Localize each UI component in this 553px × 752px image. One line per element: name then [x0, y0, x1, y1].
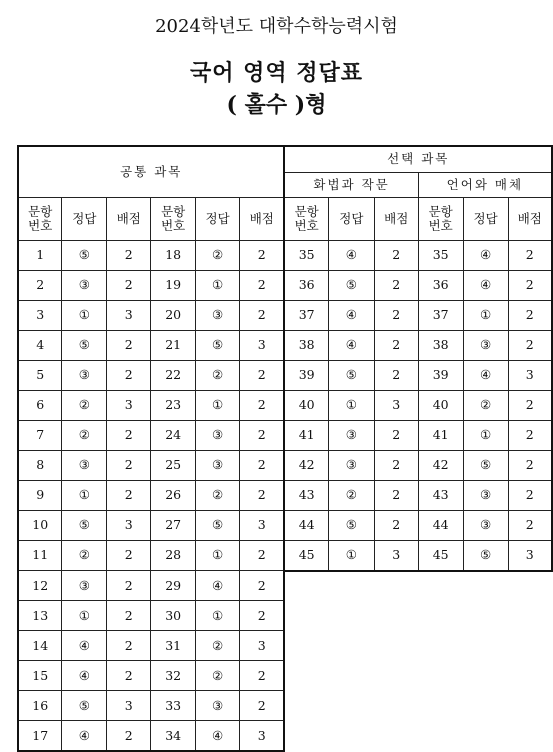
language-media-points-cell: 2 — [508, 390, 552, 420]
points-header: 배점 — [374, 197, 418, 240]
language-media-question-number-cell: 44 — [418, 510, 463, 540]
common-points-cell: 2 — [240, 661, 285, 691]
common-points-cell: 3 — [240, 330, 285, 360]
speech-writing-question-number-cell: 43 — [284, 480, 328, 510]
table-row — [18, 390, 552, 420]
language-media-answer-cell: ③ — [463, 510, 508, 540]
language-media-answer-cell: ⑤ — [463, 450, 508, 480]
table-row — [18, 571, 552, 601]
common-question-number-cell: 30 — [151, 601, 196, 631]
language-media-question-number-cell: 39 — [418, 360, 463, 390]
common-points-cell: 2 — [240, 300, 285, 330]
speech-writing-points-cell: 2 — [374, 270, 418, 300]
language-media-points-cell: 2 — [508, 420, 552, 450]
points-header: 배점 — [240, 197, 285, 240]
common-answer-cell: ⑤ — [62, 330, 107, 360]
common-question-number-cell: 5 — [18, 360, 62, 390]
common-answer-cell: ④ — [62, 631, 107, 661]
speech-writing-answer-cell: ① — [328, 540, 374, 571]
language-media-points-cell: 3 — [508, 360, 552, 390]
common-question-number-cell: 24 — [151, 420, 196, 450]
speech-writing-points-cell: 2 — [374, 360, 418, 390]
common-answer-cell: ② — [196, 631, 240, 661]
table-row — [18, 300, 552, 330]
common-question-number-cell: 27 — [151, 510, 196, 540]
speech-writing-answer-cell: ② — [328, 480, 374, 510]
language-media-answer-cell: ② — [463, 390, 508, 420]
common-question-number-cell: 33 — [151, 691, 196, 721]
points-header: 배점 — [508, 197, 552, 240]
speech-writing-question-number-cell: 45 — [284, 540, 328, 571]
common-answer-cell: ③ — [196, 691, 240, 721]
common-points-cell: 2 — [240, 390, 285, 420]
language-media-question-number-cell: 36 — [418, 270, 463, 300]
question-number-header-line2: 번호 — [161, 217, 186, 233]
question-number-header — [284, 197, 328, 240]
common-question-number-cell: 32 — [151, 661, 196, 691]
common-answer-cell: ③ — [62, 270, 107, 300]
common-points-cell: 2 — [240, 240, 285, 270]
empty-area — [284, 571, 552, 601]
language-media-answer-cell: ③ — [463, 480, 508, 510]
speech-writing-question-number-cell: 36 — [284, 270, 328, 300]
common-points-cell: 3 — [240, 510, 285, 540]
answer-table — [17, 145, 553, 752]
question-number-header — [418, 197, 463, 240]
language-media-question-number-cell: 35 — [418, 240, 463, 270]
question-number-header-line2: 번호 — [28, 217, 53, 233]
language-media-answer-cell: ① — [463, 420, 508, 450]
table-row — [18, 510, 552, 540]
language-media-points-cell: 2 — [508, 270, 552, 300]
speech-writing-question-number-cell: 39 — [284, 360, 328, 390]
empty-area — [284, 601, 552, 631]
language-media-header: 언어와 매체 — [418, 172, 552, 197]
common-answer-cell: ① — [196, 270, 240, 300]
common-question-number-cell: 18 — [151, 240, 196, 270]
common-question-number-cell: 3 — [18, 300, 62, 330]
speech-writing-answer-cell: ③ — [328, 420, 374, 450]
speech-writing-points-cell: 2 — [374, 450, 418, 480]
language-media-answer-cell: ④ — [463, 240, 508, 270]
speech-writing-answer-cell: ④ — [328, 300, 374, 330]
common-answer-cell: ② — [196, 240, 240, 270]
speech-writing-question-number-cell: 38 — [284, 330, 328, 360]
common-answer-cell: ⑤ — [62, 240, 107, 270]
language-media-answer-cell: ④ — [463, 270, 508, 300]
answer-header: 정답 — [62, 197, 107, 240]
table-row — [18, 721, 552, 752]
speech-writing-answer-cell: ⑤ — [328, 510, 374, 540]
speech-writing-answer-cell: ③ — [328, 450, 374, 480]
common-question-number-cell: 10 — [18, 510, 62, 540]
common-answer-cell: ② — [196, 360, 240, 390]
common-points-cell: 2 — [107, 601, 151, 631]
language-media-points-cell: 2 — [508, 300, 552, 330]
common-points-cell: 3 — [240, 631, 285, 661]
common-answer-cell: ② — [196, 661, 240, 691]
common-points-cell: 2 — [107, 270, 151, 300]
language-media-points-cell: 3 — [508, 540, 552, 571]
table-row — [18, 601, 552, 631]
common-answer-cell: ② — [62, 540, 107, 571]
common-question-number-cell: 25 — [151, 450, 196, 480]
common-answer-cell: ② — [62, 420, 107, 450]
common-points-cell: 2 — [107, 330, 151, 360]
common-question-number-cell: 21 — [151, 330, 196, 360]
common-answer-cell: ① — [196, 390, 240, 420]
common-question-number-cell: 22 — [151, 360, 196, 390]
common-question-number-cell: 12 — [18, 571, 62, 601]
common-question-number-cell: 1 — [18, 240, 62, 270]
language-media-answer-cell: ⑤ — [463, 540, 508, 571]
common-points-cell: 2 — [240, 420, 285, 450]
question-number-header — [18, 197, 62, 240]
speech-writing-points-cell: 2 — [374, 420, 418, 450]
common-points-cell: 2 — [240, 540, 285, 571]
language-media-question-number-cell: 43 — [418, 480, 463, 510]
common-points-cell: 2 — [240, 270, 285, 300]
common-points-cell: 2 — [107, 480, 151, 510]
speech-writing-header: 화법과 작문 — [284, 172, 418, 197]
common-answer-cell: ③ — [62, 450, 107, 480]
language-media-question-number-cell: 37 — [418, 300, 463, 330]
common-question-number-cell: 13 — [18, 601, 62, 631]
common-answer-cell: ④ — [62, 661, 107, 691]
common-answer-cell: ③ — [196, 420, 240, 450]
common-points-cell: 2 — [240, 480, 285, 510]
common-points-cell: 2 — [107, 240, 151, 270]
common-question-number-cell: 14 — [18, 631, 62, 661]
table-row — [18, 631, 552, 661]
common-answer-cell: ① — [196, 540, 240, 571]
common-question-number-cell: 23 — [151, 390, 196, 420]
common-points-cell: 2 — [240, 691, 285, 721]
common-question-number-cell: 31 — [151, 631, 196, 661]
speech-writing-points-cell: 3 — [374, 390, 418, 420]
speech-writing-answer-cell: ⑤ — [328, 360, 374, 390]
language-media-points-cell: 2 — [508, 240, 552, 270]
common-points-cell: 3 — [107, 691, 151, 721]
language-media-question-number-cell: 40 — [418, 390, 463, 420]
common-answer-cell: ④ — [196, 571, 240, 601]
common-answer-cell: ③ — [62, 571, 107, 601]
table-row — [18, 270, 552, 300]
common-answer-cell: ③ — [196, 300, 240, 330]
language-media-question-number-cell: 38 — [418, 330, 463, 360]
common-question-number-cell: 4 — [18, 330, 62, 360]
common-question-number-cell: 34 — [151, 721, 196, 752]
language-media-question-number-cell: 42 — [418, 450, 463, 480]
table-row — [18, 691, 552, 721]
common-question-number-cell: 26 — [151, 480, 196, 510]
common-answer-cell: ③ — [196, 450, 240, 480]
common-question-number-cell: 20 — [151, 300, 196, 330]
speech-writing-answer-cell: ① — [328, 390, 374, 420]
common-points-cell: 2 — [107, 661, 151, 691]
common-points-cell: 3 — [107, 390, 151, 420]
common-answer-cell: ① — [62, 300, 107, 330]
common-question-number-cell: 29 — [151, 571, 196, 601]
common-answer-cell: ⑤ — [196, 510, 240, 540]
language-media-answer-cell: ① — [463, 300, 508, 330]
table-row — [18, 540, 552, 571]
common-points-cell: 2 — [107, 420, 151, 450]
speech-writing-points-cell: 3 — [374, 540, 418, 571]
common-points-cell: 2 — [240, 571, 285, 601]
common-answer-cell: ④ — [62, 721, 107, 752]
table-row — [18, 360, 552, 390]
common-subject-header: 공통 과목 — [18, 146, 284, 197]
common-question-number-cell: 2 — [18, 270, 62, 300]
answer-header: 정답 — [196, 197, 240, 240]
language-media-points-cell: 2 — [508, 450, 552, 480]
speech-writing-points-cell: 2 — [374, 300, 418, 330]
common-question-number-cell: 15 — [18, 661, 62, 691]
common-points-cell: 3 — [107, 510, 151, 540]
empty-area — [284, 631, 552, 661]
table-row — [18, 240, 552, 270]
common-question-number-cell: 16 — [18, 691, 62, 721]
table-row — [18, 480, 552, 510]
common-question-number-cell: 28 — [151, 540, 196, 571]
question-number-header-line1: 문항 — [28, 203, 53, 219]
question-number-header — [151, 197, 196, 240]
language-media-points-cell: 2 — [508, 510, 552, 540]
exam-type-title: ( 홀수 )형 — [226, 92, 327, 118]
speech-writing-question-number-cell: 41 — [284, 420, 328, 450]
language-media-points-cell: 2 — [508, 330, 552, 360]
speech-writing-answer-cell: ⑤ — [328, 270, 374, 300]
speech-writing-question-number-cell: 42 — [284, 450, 328, 480]
common-answer-cell: ① — [196, 601, 240, 631]
question-number-header-line2: 번호 — [428, 217, 453, 233]
language-media-question-number-cell: 41 — [418, 420, 463, 450]
answer-key-title: 국어 영역 정답표 — [189, 60, 364, 86]
common-points-cell: 3 — [240, 721, 285, 752]
common-points-cell: 2 — [107, 631, 151, 661]
common-question-number-cell: 17 — [18, 721, 62, 752]
common-question-number-cell: 19 — [151, 270, 196, 300]
exam-year-title: 2024학년도 대학수학능력시험 — [155, 16, 398, 37]
speech-writing-question-number-cell: 40 — [284, 390, 328, 420]
common-points-cell: 2 — [107, 540, 151, 571]
common-answer-cell: ① — [62, 480, 107, 510]
speech-writing-question-number-cell: 44 — [284, 510, 328, 540]
speech-writing-points-cell: 2 — [374, 480, 418, 510]
common-question-number-cell: 7 — [18, 420, 62, 450]
speech-writing-points-cell: 2 — [374, 240, 418, 270]
table-row — [18, 450, 552, 480]
common-question-number-cell: 8 — [18, 450, 62, 480]
table-row — [18, 330, 552, 360]
speech-writing-answer-cell: ④ — [328, 330, 374, 360]
empty-area — [284, 691, 552, 721]
common-answer-cell: ① — [62, 601, 107, 631]
answer-header: 정답 — [463, 197, 508, 240]
common-points-cell: 2 — [107, 721, 151, 752]
speech-writing-points-cell: 2 — [374, 330, 418, 360]
table-row — [18, 661, 552, 691]
elective-subject-header: 선택 과목 — [284, 146, 552, 172]
question-number-header-line1: 문항 — [161, 203, 186, 219]
empty-area — [284, 721, 552, 752]
common-points-cell: 2 — [107, 450, 151, 480]
common-answer-cell: ② — [196, 480, 240, 510]
common-points-cell: 2 — [107, 360, 151, 390]
common-answer-cell: ⑤ — [62, 510, 107, 540]
speech-writing-question-number-cell: 35 — [284, 240, 328, 270]
speech-writing-question-number-cell: 37 — [284, 300, 328, 330]
common-points-cell: 2 — [240, 450, 285, 480]
common-answer-cell: ③ — [62, 360, 107, 390]
common-question-number-cell: 11 — [18, 540, 62, 571]
common-points-cell: 2 — [240, 601, 285, 631]
speech-writing-answer-cell: ④ — [328, 240, 374, 270]
common-question-number-cell: 9 — [18, 480, 62, 510]
common-answer-cell: ② — [62, 390, 107, 420]
speech-writing-points-cell: 2 — [374, 510, 418, 540]
answer-header: 정답 — [328, 197, 374, 240]
language-media-points-cell: 2 — [508, 480, 552, 510]
common-answer-cell: ⑤ — [62, 691, 107, 721]
common-points-cell: 2 — [107, 571, 151, 601]
language-media-answer-cell: ③ — [463, 330, 508, 360]
empty-area — [284, 661, 552, 691]
language-media-question-number-cell: 45 — [418, 540, 463, 571]
common-answer-cell: ④ — [196, 721, 240, 752]
common-points-cell: 3 — [107, 300, 151, 330]
common-question-number-cell: 6 — [18, 390, 62, 420]
question-number-header-line1: 문항 — [294, 203, 319, 219]
points-header: 배점 — [107, 197, 151, 240]
question-number-header-line1: 문항 — [428, 203, 453, 219]
common-points-cell: 2 — [240, 360, 285, 390]
table-row — [18, 420, 552, 450]
question-number-header-line2: 번호 — [294, 217, 319, 233]
language-media-answer-cell: ④ — [463, 360, 508, 390]
common-answer-cell: ⑤ — [196, 330, 240, 360]
